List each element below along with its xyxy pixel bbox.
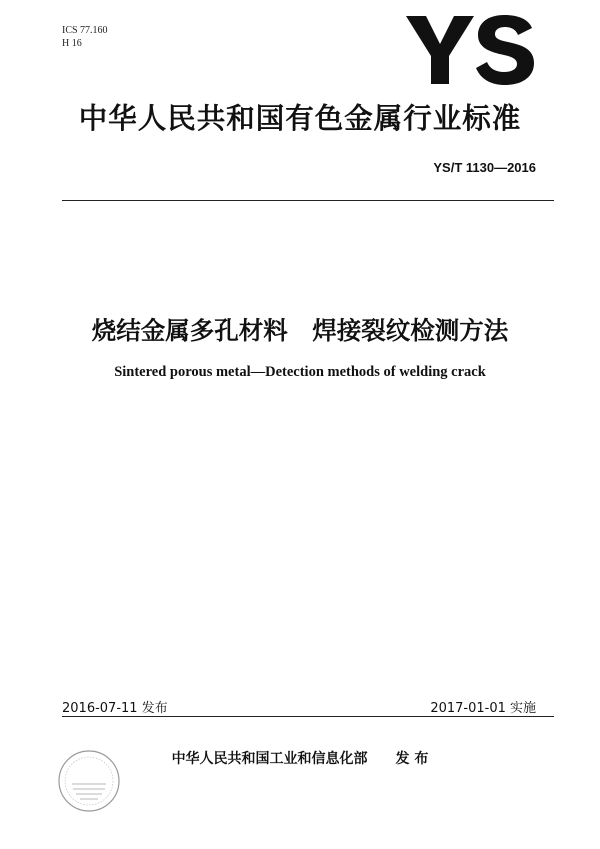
ics-code: ICS 77.160 [62,25,108,36]
issue-date: 2016-07-11 发布 [62,701,168,716]
official-seal-icon [56,748,122,814]
document-title-chinese: 烧结金属多孔材料 焊接裂纹检测方法 [91,316,509,345]
ccs-code: H 16 [62,38,82,49]
bottom-divider [62,716,554,717]
ys-logo [404,14,536,86]
document-title-english: Sintered porous metal—Detection methods of welding crack [114,364,486,380]
standard-number: YS/T 1130—2016 [433,160,536,175]
top-divider [62,200,554,201]
implementation-date: 2017-01-01 实施 [430,701,536,716]
classification-codes [62,24,108,50]
industry-standard-title: 中华人民共和国有色金属行业标准 [78,102,522,135]
publisher: 中华人民共和国工业和信息化部 发 布 [171,751,429,767]
